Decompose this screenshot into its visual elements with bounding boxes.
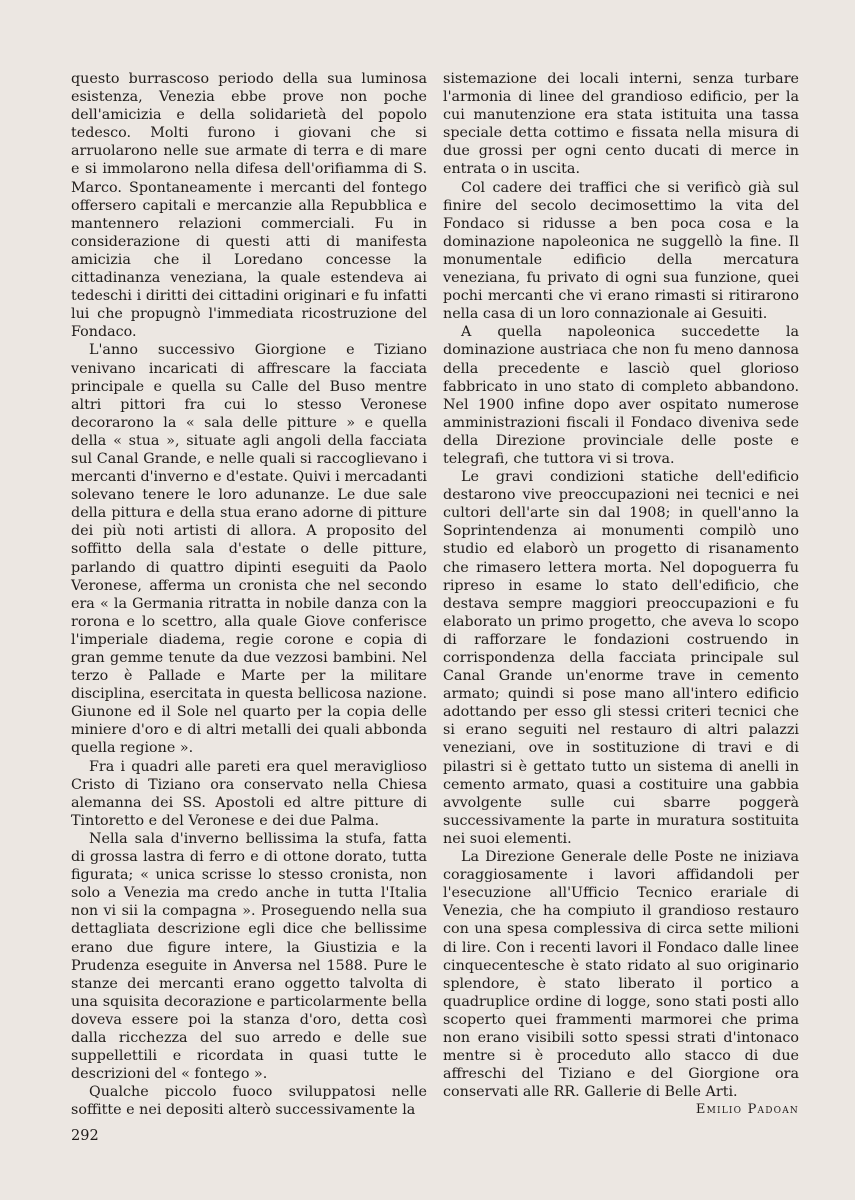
paragraph: Qualche piccolo fuoco sviluppatosi nelle soffitte e nei depositi alterò successivamente la xyxy=(71,1084,427,1119)
page-number: 292 xyxy=(71,1128,99,1144)
paragraph: Le gravi condizioni statiche dell'edificio destarono vive preoccupazioni nei tecnici e nei cultori dell'arte sin dal 1908; in quell'anno la Soprintendenza ai monumenti compilò uno studio ed elaborò un progetto di risanamento che rimasero lettera morta. Nel dopoguerra fu ripreso in esame lo stato dell'edificio, che destava sempre maggiori preoccupazioni e fu elaborato un primo progetto, che aveva lo scopo di rafforzare le fondazioni costruendo in corrispondenza della facciata principale sul Canal Grande un'enorme trave in cemento armato; quindi si pose mano all'intero edificio adottando per esso gli stessi criteri tecnici che si erano seguiti nel restauro di altri palazzi veneziani, ove in sostituzione di travi e di pilastri si è gettato tutto un sistema di anelli in cemento armato, quasi a costituire una gabbia avvolgente sulle cui sbarre poggerà successivamente la parte in muratura sostituita nei suoi elementi. xyxy=(443,469,799,847)
paragraph: Col cadere dei traffici che si verificò già sul finire del secolo decimosettimo la vita del Fondaco si ridusse a ben poca cosa e la dominazione napoleonica ne suggellò la fine. Il monumentale edificio della mercatura veneziana, fu privato di ogni sua funzione, quei pochi mercanti che vi erano rimasti si ritirarono nella casa di un loro connazionale ai Gesuiti. xyxy=(443,179,799,323)
paragraph: A quella napoleonica succedette la dominazione austriaca che non fu meno dannosa della precedente e lasciò quel glorioso fabbricato in uno stato di completo abbandono. Nel 1900 infine dopo aver ospitato numerose amministrazioni fiscali il Fondaco diveniva sede della Direzione provinciale delle poste e telegrafi, che tuttora vi si trova. xyxy=(443,324,799,467)
left-column xyxy=(71,70,427,1119)
author-signature: Emilio Padoan xyxy=(695,1102,799,1118)
right-column xyxy=(443,70,799,1119)
paragraph: questo burrascoso periodo della sua luminosa esistenza, Venezia ebbe prove non poche dell'amicizia e della solidarietà del popolo tedesco. Molti furono i giovani che si arruolarono nelle sue armate di terra e di mare e si immolarono nella difesa dell'orifiamma di S. Marco. Spontaneamente i mercanti del fontego offersero capitali e mercanzie alla Repubblica e mantennero relazioni commerciali. Fu in considerazione di questi atti di manifesta amicizia che il Loredano concesse la cittadinanza veneziana, la quale estendeva ai tedeschi i diritti dei cittadini originari e fu infatti lui che propugnò l'immediata ricostruzione del Fondaco. xyxy=(71,71,427,341)
paragraph: Nella sala d'inverno bellissima la stufa, fatta di grossa lastra di ferro e di ottone dorato, tutta figurata; « unica scrisse lo stesso cronista, non solo a Venezia ma credo anche in tutta l'Italia non vi sii la compagna ». Proseguendo nella sua dettagliata descrizione egli dice che bellissime erano due figure intere, la Giustizia e la Prudenza eseguite in Anversa nel 1588. Pure le stanze dei mercanti erano oggetto talvolta di una squisita decorazione e particolarmente bella doveva essere poi la stanza d'oro, detta così dalla ricchezza del suo arredo e delle sue suppellettili e ricordata in quasi tutte le descrizioni del « fontego ». xyxy=(71,830,427,1083)
paragraph: L'anno successivo Giorgione e Tiziano venivano incaricati di affrescare la facciata principale e quella su Calle del Buso mentre altri pittori fra cui lo stesso Veronese decorarono la « sala delle pitture » e quella della « stua », situate agli angoli della facciata sul Canal Grande, e nelle quali si raccoglievano i mercanti d'inverno e d'estate. Quivi i mercadanti solevano tenere le loro adunanze. Le due sale della pittura e della stua erano adorne di pitture dei più noti artisti di allora. A proposito del soffitto della sala d'estate o delle pitture, parlando di quattro dipinti eseguiti da Paolo Veronese, afferma un cronista che nel secondo era « la Germania ritratta in nobile danza con la rorona e lo scettro, alla quale Giove conferisce l'imperiale diadema, regie corone e copia di gran gemme tenute da due vezzosi bambini. Nel terzo è Pallade e Marte per la militare disciplina, esercitata in questa bellicosa nazione. Giunone ed il Sole nel quarto per la copia delle miniere d'oro e di altri metalli dei quali abbonda quella regione ». xyxy=(71,342,427,757)
paragraph: Fra i quadri alle pareti era quel meraviglioso Cristo di Tiziano ora conservato nella Chiesa alemanna dei SS. Apostoli ed altre pitture di Tintoretto e del Veronese e dei due Palma. xyxy=(71,758,427,829)
paragraph: sistemazione dei locali interni, senza turbare l'armonia di linee del grandioso edificio, per la cui manutenzione era stata istituita una tassa speciale detta cottimo e fissata nella misura di due grossi per ogni cento ducati di merce in entrata o in uscita. xyxy=(443,71,799,178)
paragraph: La Direzione Generale delle Poste ne iniziava coraggiosamente i lavori affidandoli per l'esecuzione all'Ufficio Tecnico erariale di Venezia, che ha compiuto il grandioso restauro con una spesa complessiva di circa sette milioni di lire. Con i recenti lavori il Fondaco dalle linee cinquecentesche è stato ridato al suo originario splendore, è stato liberato il portico a quadruplice ordine di logge, sono stati posti allo scoperto quei frammenti marmorei che prima non erano visibili sotto spessi strati d'intonaco mentre si è proceduto allo stacco di due affreschi del Tiziano e del Giorgione ora conservati alle RR. Gallerie di Belle Arti. xyxy=(443,849,799,1101)
